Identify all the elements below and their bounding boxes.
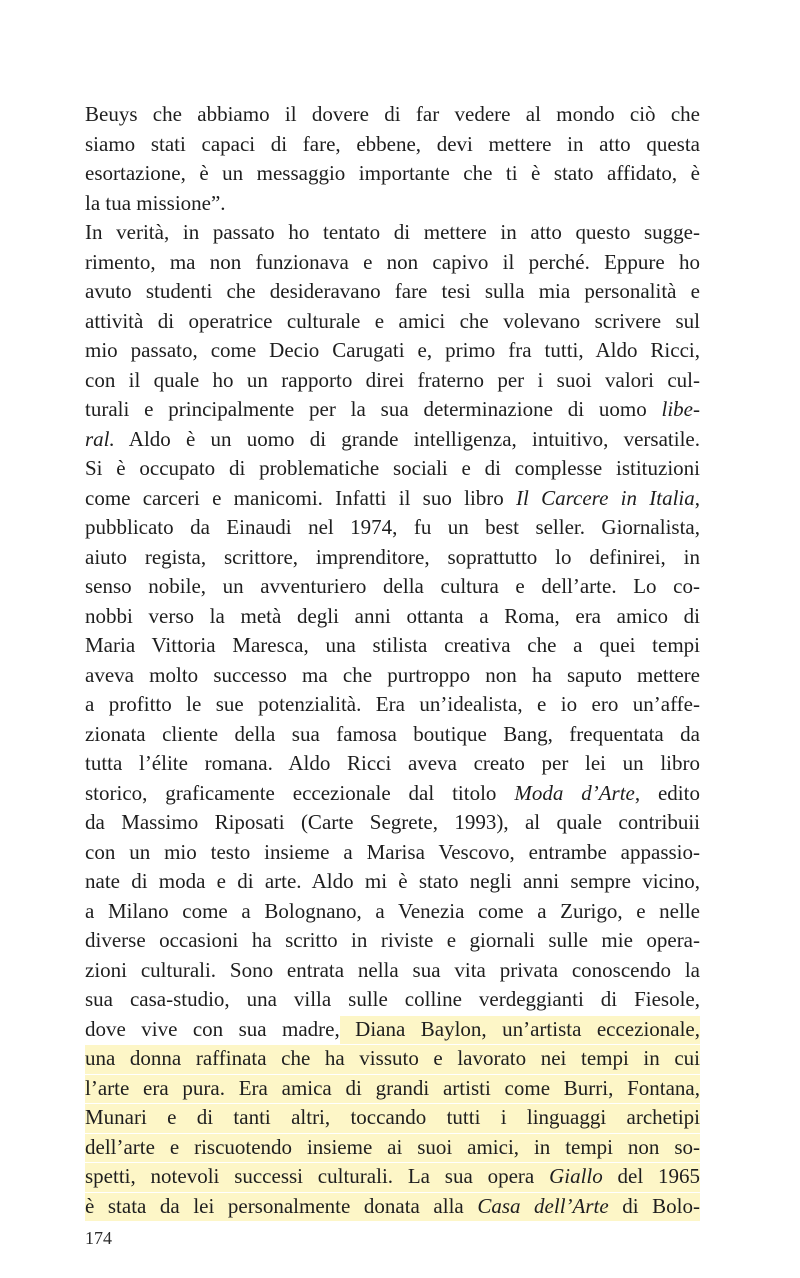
text-run: zioni culturali. Sono entrata nella sua vita privata conoscendo la — [85, 957, 700, 982]
text-run: rimento, ma non funzionava e non capivo il perché. Eppure ho — [85, 249, 700, 274]
text-line — [85, 690, 700, 720]
text-line — [85, 513, 700, 543]
text-line — [85, 779, 700, 809]
text-run: a Milano come a Bolognano, a Venezia come a Zurigo, e nelle — [85, 898, 700, 923]
text-run: con il quale ho un rapporto direi fraterno per i suoi valori cul- — [85, 367, 700, 392]
text-run: mio passato, come Decio Carugati e, primo fra tutti, Aldo Ricci, — [85, 338, 700, 362]
text-run: senso nobile, un avventuriero della cultura e dell’arte. Lo co- — [85, 574, 700, 598]
text-run: dove vive con sua madre, Diana Baylon, un’artista eccezionale, — [85, 1016, 700, 1041]
text-run: In verità, in passato ho tentato di mettere in atto questo sugge- — [85, 220, 700, 244]
text-run: diverse occasioni ha scritto in riviste e giornali sulle mie opera- — [85, 928, 700, 952]
text-run: aveva molto successo ma che purtroppo non ha saputo mettere — [85, 662, 700, 687]
text-line — [85, 1103, 700, 1133]
book-page-text — [85, 100, 700, 1221]
text-line — [85, 277, 700, 307]
text-run: Aldo è un uomo di grande intelligenza, intuitivo, versatile. — [114, 426, 700, 451]
text-run: tutta l’élite romana. Aldo Ricci aveva creato per lei un libro — [85, 751, 700, 775]
text-run: , edito — [634, 780, 700, 805]
text-run: da Massimo Riposati (Carte Segrete, 1993), al quale contribuii — [85, 810, 700, 834]
text-run: avuto studenti che desideravano fare tesi sulla mia personalità e — [85, 279, 700, 303]
text-line — [85, 926, 700, 956]
text-line — [85, 366, 700, 396]
text-run: del 1965 — [602, 1164, 700, 1188]
text-run: attività di operatrice culturale e amici che volevano scrivere sul — [85, 308, 700, 333]
text-line — [85, 1074, 700, 1104]
text-line — [85, 454, 700, 484]
text-line — [85, 1044, 700, 1074]
italic-text-run: Giallo — [549, 1164, 603, 1188]
text-line — [85, 218, 700, 248]
text-run: di Bolo- — [608, 1193, 700, 1218]
text-run: turali e principalmente per la sua determinazione di uomo — [85, 397, 662, 421]
text-run: come carceri e manicomi. Infatti il suo libro — [85, 485, 517, 510]
text-line — [85, 867, 700, 897]
text-run: Si è occupato di problematiche sociali e di complesse istituzioni — [85, 456, 700, 480]
text-line — [85, 956, 700, 986]
text-line — [85, 808, 700, 838]
text-line — [85, 838, 700, 868]
text-line — [85, 602, 700, 632]
text-line — [85, 130, 700, 160]
text-line — [85, 100, 700, 130]
italic-text-run: Moda d’Arte — [514, 780, 635, 805]
text-run: , — [694, 485, 700, 510]
text-line — [85, 484, 700, 514]
text-line — [85, 307, 700, 337]
italic-text-run: libe- — [661, 397, 700, 421]
text-run: zionata cliente della sua famosa boutique Bang, frequentata da — [85, 721, 700, 746]
text-line — [85, 661, 700, 691]
text-run: dell’arte e riscuotendo insieme ai suoi amici, in tempi non so- — [85, 1134, 700, 1159]
text-line — [85, 985, 700, 1015]
text-line — [85, 1192, 700, 1222]
text-run: la tua missione”. — [85, 190, 226, 215]
italic-text-run: Il Carcere in Italia — [516, 485, 695, 510]
page-number: 174 — [85, 1228, 112, 1248]
text-line — [85, 1162, 700, 1192]
text-line — [85, 425, 700, 455]
text-line — [85, 336, 700, 366]
text-run: Maria Vittoria Maresca, una stilista creativa che a quei tempi — [85, 633, 700, 657]
text-run: nate di moda e di arte. Aldo mi è stato negli anni sempre vicino, — [85, 869, 700, 893]
text-line — [85, 248, 700, 278]
text-run: a profitto le sue potenzialità. Era un’idealista, e io ero un’affe- — [85, 692, 700, 716]
text-run: storico, graficamente eccezionale dal titolo — [85, 780, 515, 805]
text-line — [85, 631, 700, 661]
text-line — [85, 159, 700, 189]
text-run: è stata da lei personalmente donata alla — [85, 1193, 478, 1218]
text-line — [85, 189, 700, 219]
text-line — [85, 749, 700, 779]
text-run: esortazione, è un messaggio importante che ti è stato affidato, è — [85, 161, 700, 185]
text-run: con un mio testo insieme a Marisa Vescovo, entrambe appassio- — [85, 839, 700, 864]
text-run: siamo stati capaci di fare, ebbene, devi mettere in atto questa — [85, 131, 700, 156]
text-run: Munari e di tanti altri, toccando tutti i linguaggi archetipi — [85, 1105, 700, 1129]
text-line — [85, 720, 700, 750]
text-run: sua casa-studio, una villa sulle colline verdeggianti di Fiesole, — [85, 987, 700, 1011]
text-line — [85, 543, 700, 573]
text-run: l’arte era pura. Era amica di grandi artisti come Burri, Fontana, — [85, 1075, 700, 1100]
text-run: una donna raffinata che ha vissuto e lavorato nei tempi in cui — [85, 1046, 700, 1070]
italic-text-run: ral. — [85, 426, 115, 451]
text-line — [85, 897, 700, 927]
text-line — [85, 1133, 700, 1163]
text-line — [85, 1015, 700, 1045]
text-run: spetti, notevoli successi culturali. La sua opera — [85, 1164, 550, 1188]
text-line — [85, 572, 700, 602]
text-line — [85, 395, 700, 425]
text-run: Beuys che abbiamo il dovere di far vedere al mondo ciò che — [85, 102, 700, 126]
text-run: aiuto regista, scrittore, imprenditore, soprattutto lo definirei, in — [85, 544, 700, 569]
text-run: nobbi verso la metà degli anni ottanta a Roma, era amico di — [85, 603, 700, 628]
italic-text-run: Casa dell’Arte — [477, 1193, 609, 1218]
text-run: pubblicato da Einaudi nel 1974, fu un best seller. Giornalista, — [85, 515, 700, 539]
